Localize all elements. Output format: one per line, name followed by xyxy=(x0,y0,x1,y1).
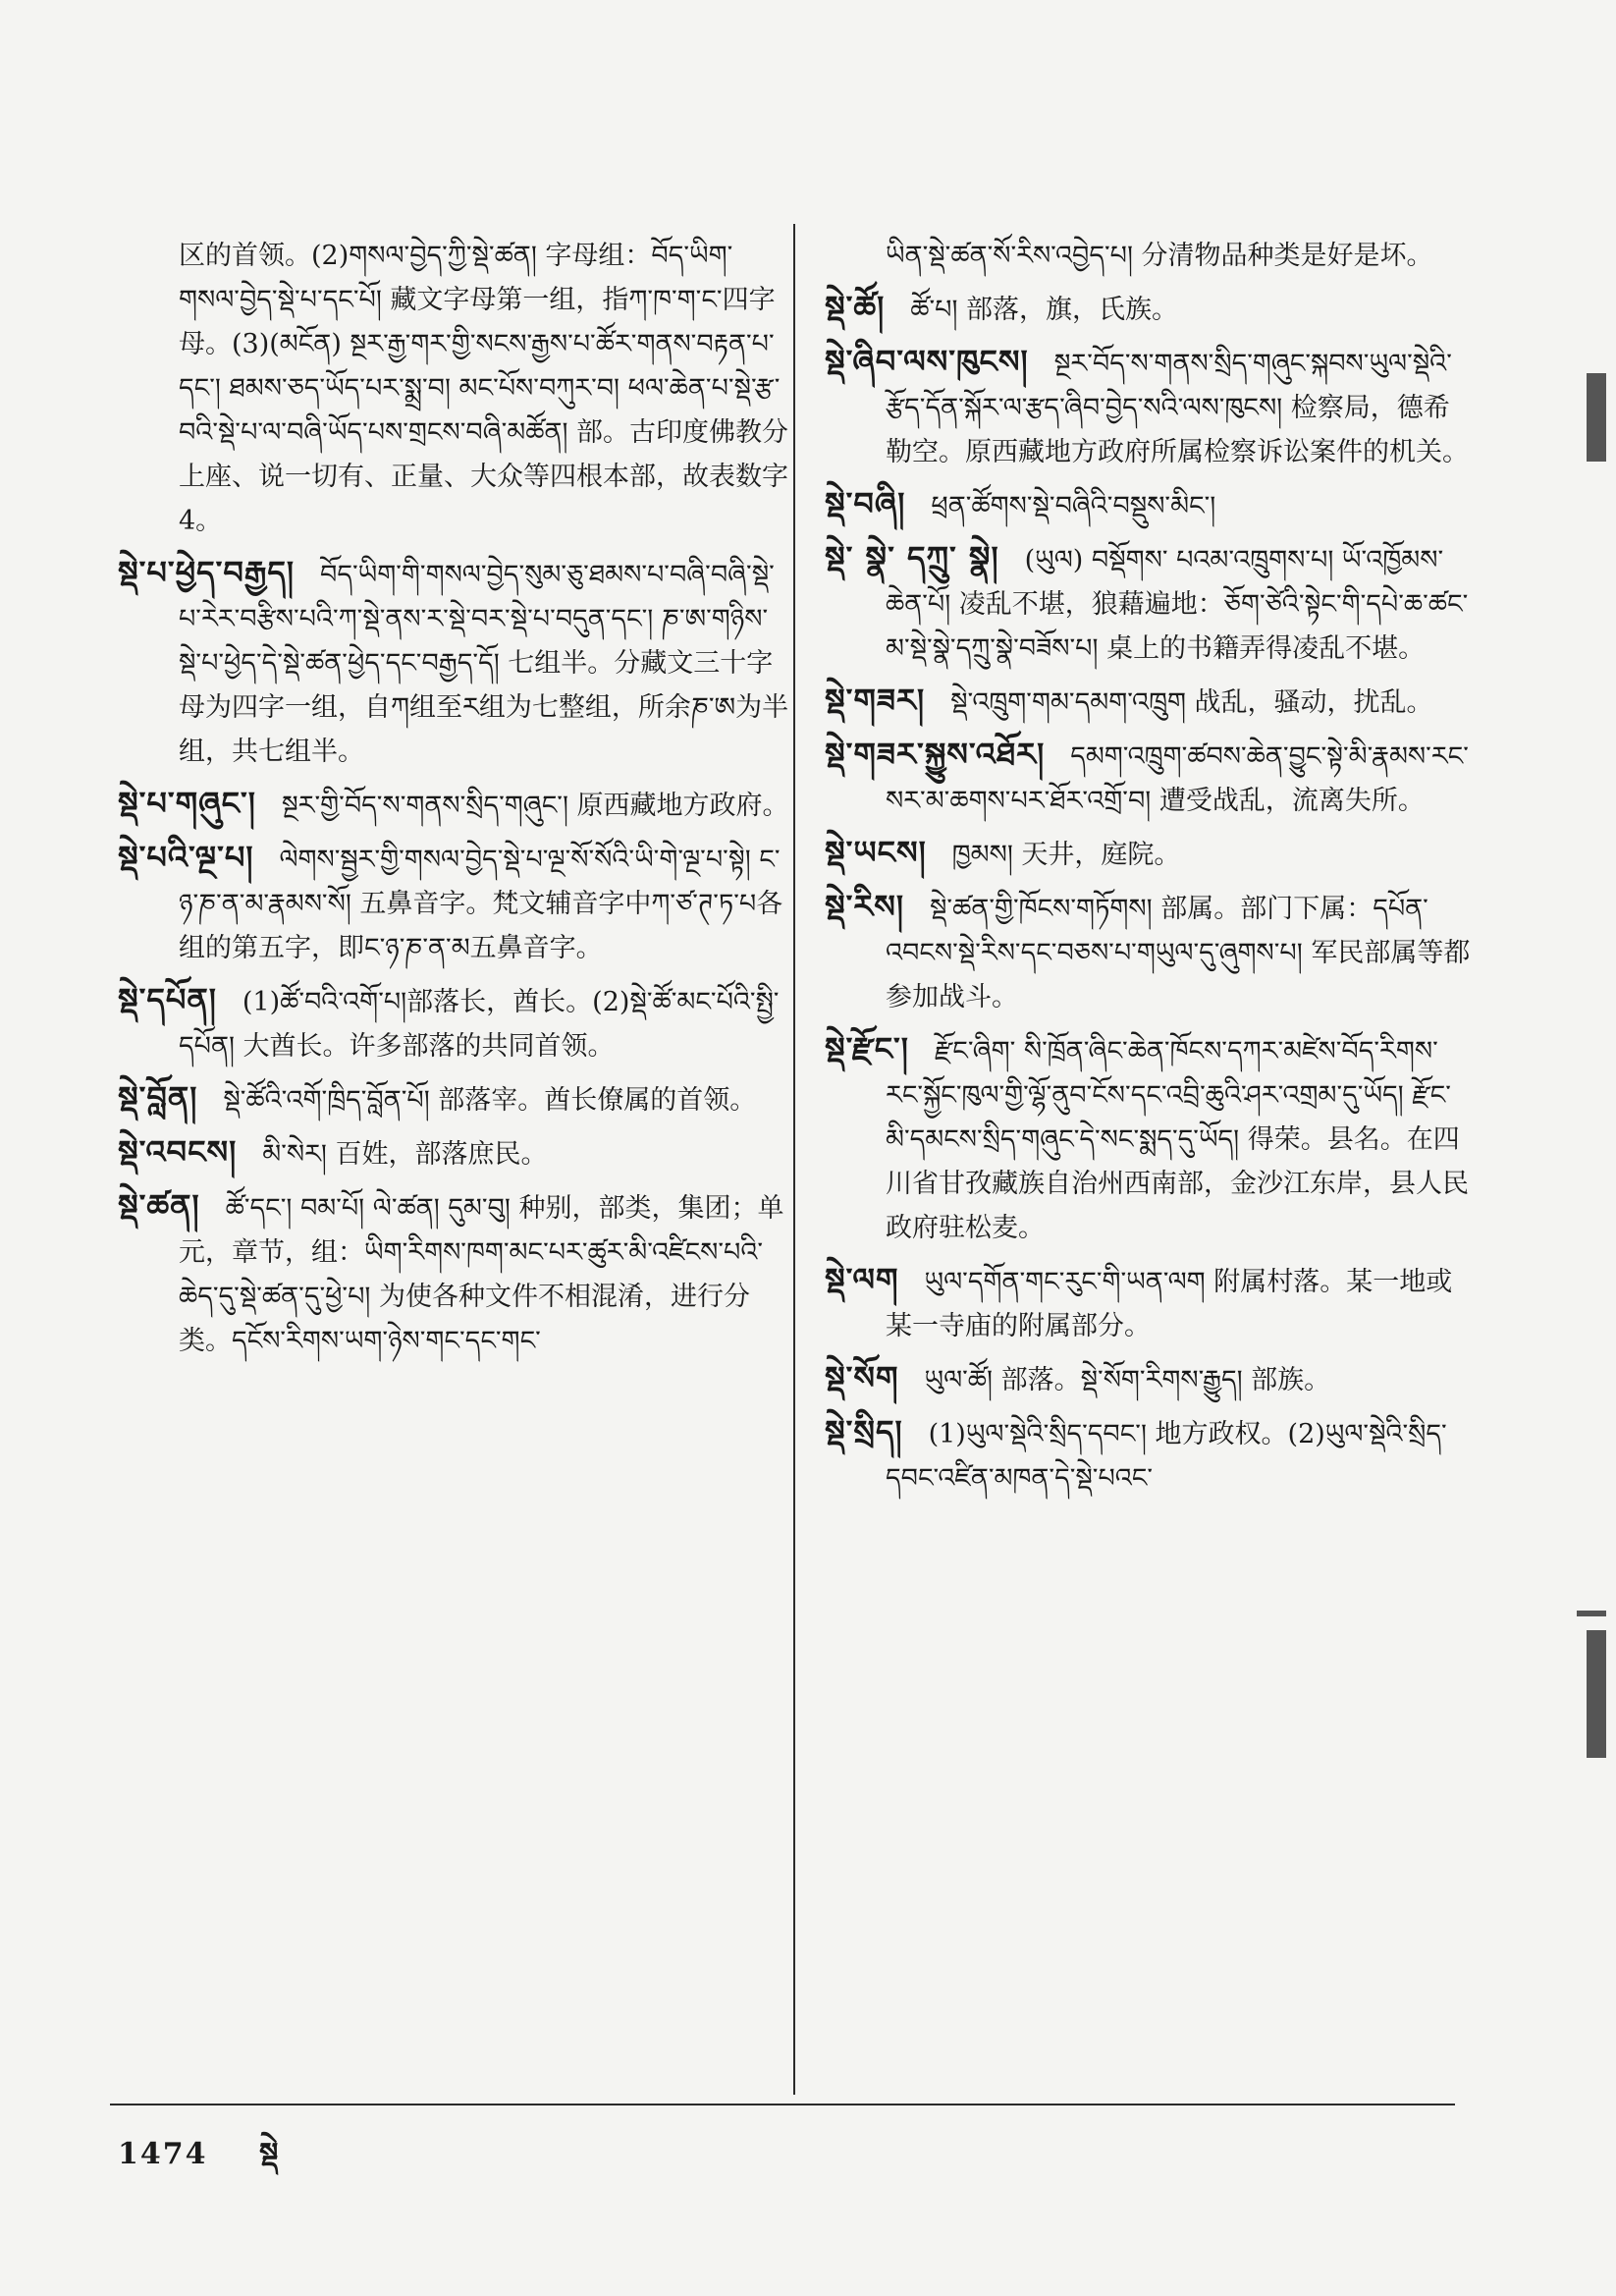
dictionary-entry xyxy=(825,536,1473,671)
entry-headword: སྡེ་ སྣེ་ དཀྲུ་ སྣེ། xyxy=(825,539,999,576)
column-divider xyxy=(793,224,795,2095)
entry-headword: སྡེ་པ་ཕྱེད་བརྒྱད། xyxy=(118,554,296,591)
entry-definition: (ཡུལ) བསྡོགས་ པའམ་འཁྲུགས་པ། ཡོ་འཁྱོམས་ཆེན་པོ། 凌乱不堪，狼藉遍地：ཅོག་ཙེའི་སྟེང་གི་དཔེ་ཆ་ཚང་མ་སྡེ་སྣེ་དཀྲུ་སྣེ་བཟོས་པ། 桌上的书籍弄得凌乱不堪。 xyxy=(886,545,1469,664)
page-number: 1474 xyxy=(118,2137,208,2171)
entry-body xyxy=(825,679,1473,725)
entry-headword: སྡེ་རིས། xyxy=(825,888,905,925)
dictionary-entry xyxy=(118,782,790,828)
footer-rule xyxy=(110,2104,1455,2105)
scan-edge-marks xyxy=(1577,0,1616,2296)
dictionary-entry xyxy=(118,1184,790,1363)
entry-definition: ཚོ་པ། 部落，旗，氏族。 xyxy=(910,295,1179,325)
dictionary-entry xyxy=(118,551,790,774)
entry-definition: (1)ཡུལ་སྡེའི་སྲིད་དབང་། 地方政权。(2)ཡུལ་སྡེའི་སྲིད་དབང་འཛིན་མཁན་དེ་སྡེ་པའང་ xyxy=(886,1419,1447,1494)
entry-headword: སྡེ་ཡངས། xyxy=(825,834,927,871)
entry-headword: སྡེ་བློན། xyxy=(118,1079,198,1117)
page-letter: སྡེ xyxy=(258,2137,281,2171)
entry-definition: སྡེ་ཚན་གྱི་ཁོངས་གཏོགས། 部属。部门下属：དཔོན་འབངས་སྡེ་རིས་དང་བཅས་པ་གཡུལ་དུ་ཞུགས་པ། 军民部属等都参加战斗。 xyxy=(886,894,1471,1012)
entry-definition: (1)ཚོ་བའི་འགོ་པ།部落长，酋长。(2)སྡེ་ཚོ་མང་པོའི་སྤྱི་དཔོན། 大酋长。许多部落的共同首领。 xyxy=(179,987,780,1062)
entry-body xyxy=(825,482,1473,528)
entry-body xyxy=(825,1027,1473,1250)
entry-body xyxy=(825,1258,1473,1348)
entry-body xyxy=(118,782,790,828)
entry-headword: སྡེ་རྫོང་། xyxy=(825,1030,909,1067)
entry-headword: སྡེ་འབངས། xyxy=(118,1133,238,1171)
entry-definition: མི་སེར། 百姓，部落庶民。 xyxy=(262,1139,548,1170)
entry-headword: སྡེ་བཞི། xyxy=(825,485,906,522)
entry-definition: དམག་འཁྲུག་ཚབས་ཆེན་བྱུང་སྟེ་མི་རྣམས་རང་སར་མ་ཆགས་པར་ཐོར་འགྲོ་བ། 遭受战乱，流离失所。 xyxy=(886,741,1469,816)
dictionary-entry xyxy=(825,340,1473,474)
dictionary-entry xyxy=(825,234,1473,278)
dictionary-entry xyxy=(825,1027,1473,1250)
entry-definition: 区的首领。(2)གསལ་བྱེད་ཀྱི་སྡེ་ཚན། 字母组：བོད་ཡིག་གསལ་བྱེད་སྡེ་པ་དང་པོ། 藏文字母第一组，指ཀ་ཁ་ག་ང་四字母。(3)(མངོན) སྔར་རྒྱ་གར་གྱི་སངས་རྒྱས་པ་ཚོར་གནས་བརྟན་པ་དང་། ཐམས་ཅད་ཡོད་པར་སྨྲ་བ། མང་པོས་བཀུར་བ། ཕལ་ཆེན་པ་སྡེ་རྩ་བའི་སྡེ་པ་ལ་བཞི་ཡོད་པས་གྲངས་བཞི་མཚོན། 部。古印度佛教分上座、说一切有、正量、大众等四根本部，故表数字4。 xyxy=(179,241,789,536)
entry-headword: སྡེ་ཞིབ་ལས་ཁུངས། xyxy=(825,343,1029,380)
dictionary-entry xyxy=(825,286,1473,332)
entry-body xyxy=(118,551,790,774)
dictionary-entry xyxy=(118,234,790,543)
entry-body xyxy=(825,286,1473,332)
entry-headword: སྡེ་ཚོ། xyxy=(825,289,886,326)
entry-body xyxy=(825,885,1473,1019)
entry-body xyxy=(118,1076,790,1122)
dictionary-entry xyxy=(825,733,1473,823)
page-footer xyxy=(118,2121,280,2204)
entry-definition: སྡེ་འཁྲུག་གམ་དམག་འཁྲུག 战乱，骚动，扰乱。 xyxy=(950,687,1433,718)
entry-definition: བོད་ཡིག་གི་གསལ་བྱེད་སུམ་ཅུ་ཐམས་པ་བཞི་བཞི་སྡེ་པ་རེར་བརྩིས་པའི་ཀ་སྡེ་ནས་ར་སྡེ་བར་སྡེ་པ་བདུན་དང་། ཎ་ཨ་གཉིས་སྡེ་པ་ཕྱེད་དེ་སྡེ་ཚན་ཕྱེད་དང་བརྒྱད་དོ། 七组半。分藏文三十字母为四字一组，自ཀ组至ར组为七整组，所余ཎ་ཨ为半组，共七组半。 xyxy=(179,560,789,767)
dictionary-entry xyxy=(118,836,790,970)
right-column xyxy=(825,234,1473,1508)
entry-body xyxy=(118,1130,790,1176)
entry-headword: སྡེ་སྲིད། xyxy=(825,1413,903,1450)
entry-headword: སྡེ་གཟར་སྐྱུས་འཐོར། xyxy=(825,736,1046,773)
entry-definition: ཡུལ་ཚོ། 部落。སྡེ་སོག་རིགས་རྒྱུད། 部族。 xyxy=(924,1365,1331,1395)
dictionary-entry xyxy=(825,1410,1473,1501)
dictionary-entry xyxy=(825,831,1473,877)
entry-body xyxy=(825,340,1473,474)
entry-definition: ལེགས་སྦྱར་གྱི་གསལ་བྱེད་སྡེ་པ་ལྔ་སོ་སོའི་ཡི་གེ་ལྔ་པ་སྟེ། ང་ཉ་ཎ་ན་མ་རྣམས་སོ། 五鼻音字。梵文辅音字中ཀ་ཙ་ཊ་ཏ་པ各组的第五字，即ང་ཉ་ཎ་ན་མ五鼻音字。 xyxy=(179,845,783,963)
entry-headword: སྡེ་པའི་ལྔ་པ། xyxy=(118,839,254,876)
entry-body xyxy=(825,536,1473,671)
entry-definition: ཚོ་དང་། བམ་པོ། ལེ་ཚན། དུམ་བུ། 种别，部类，集团；单元，章节，组：ཡིག་རིགས་ཁག་མང་པར་ཚུར་མི་འཛིངས་པའི་ཆེད་དུ་སྡེ་ཚན་དུ་ཕྱེ་པ། 为使各种文件不相混淆，进行分类。དངོས་རིགས་ཡག་ཉེས་གང་དང་གང་ xyxy=(179,1193,784,1356)
dictionary-entry xyxy=(825,1356,1473,1402)
entry-headword: སྡེ་ལག xyxy=(825,1261,899,1298)
dictionary-entry xyxy=(118,978,790,1068)
dictionary-entry xyxy=(118,1076,790,1122)
entry-definition: ཡུལ་དགོན་གང་རུང་གི་ཡན་ལག 附属村落。某一地或某一寺庙的附属部分。 xyxy=(886,1267,1453,1341)
entry-definition: སྡེ་ཚོའི་འགོ་ཁྲིད་བློན་པོ། 部落宰。酋长僚属的首领。 xyxy=(223,1085,757,1116)
entry-definition: སྔར་གྱི་བོད་ས་གནས་སྲིད་གཞུང་། 原西藏地方政府。 xyxy=(281,791,789,821)
entry-body xyxy=(825,1356,1473,1402)
dictionary-entry xyxy=(825,1258,1473,1348)
entry-body xyxy=(118,836,790,970)
entry-body xyxy=(118,978,790,1068)
entry-definition: སྔར་བོད་ས་གནས་སྲིད་གཞུང་སྐབས་ཡུལ་སྡེའི་རྩོད་དོན་སྐོར་ལ་རྩད་ཞིབ་བྱེད་སའི་ལས་ཁུངས། 检察局，德希勒空。原西藏地方政府所属检察诉讼案件的机关。 xyxy=(886,349,1469,467)
entry-body xyxy=(825,1410,1473,1501)
entry-definition: ཡིན་སྡེ་ཚན་སོ་རིས་འབྱེད་པ། 分清物品种类是好是坏。 xyxy=(886,241,1433,271)
dictionary-entry xyxy=(118,1130,790,1176)
dictionary-entry xyxy=(825,482,1473,528)
entry-headword: སྡེ་དཔོན། xyxy=(118,981,217,1018)
entry-definition: རྫོང་ཞིག་ སི་ཁྲོན་ཞིང་ཆེན་ཁོངས་དཀར་མཛེས་བོད་རིགས་རང་སྐྱོང་ཁུལ་གྱི་ལྷོ་ནུབ་ངོས་དང་འབྲི་ཆུའི་ཤར་འགྲམ་དུ་ཡོད། རྫོང་མི་དམངས་སྲིད་གཞུང་དེ་སང་སྨད་དུ་ཡོད། 得荣。县名。在四川省甘孜藏族自治州西南部，金沙江东岸，县人民政府驻松麦。 xyxy=(886,1036,1469,1243)
entry-body xyxy=(825,733,1473,823)
entry-body xyxy=(118,1184,790,1363)
entry-headword: སྡེ་སོག xyxy=(825,1359,899,1396)
entry-headword: སྡེ་ཚན། xyxy=(118,1187,200,1225)
entry-body xyxy=(825,234,1473,278)
dictionary-entry xyxy=(825,885,1473,1019)
entry-body xyxy=(118,234,790,543)
entry-headword: སྡེ་པ་གཞུང་། xyxy=(118,785,256,822)
entry-definition: ཕྲན་ཚོགས་སྡེ་བཞིའི་བསྡུས་མིང་། xyxy=(931,491,1216,521)
entry-headword: སྡེ་གཟར། xyxy=(825,682,926,719)
left-column xyxy=(118,234,790,1371)
entry-definition: ཁྱམས། 天井，庭院。 xyxy=(951,840,1181,870)
dictionary-entry xyxy=(825,679,1473,725)
entry-body xyxy=(825,831,1473,877)
